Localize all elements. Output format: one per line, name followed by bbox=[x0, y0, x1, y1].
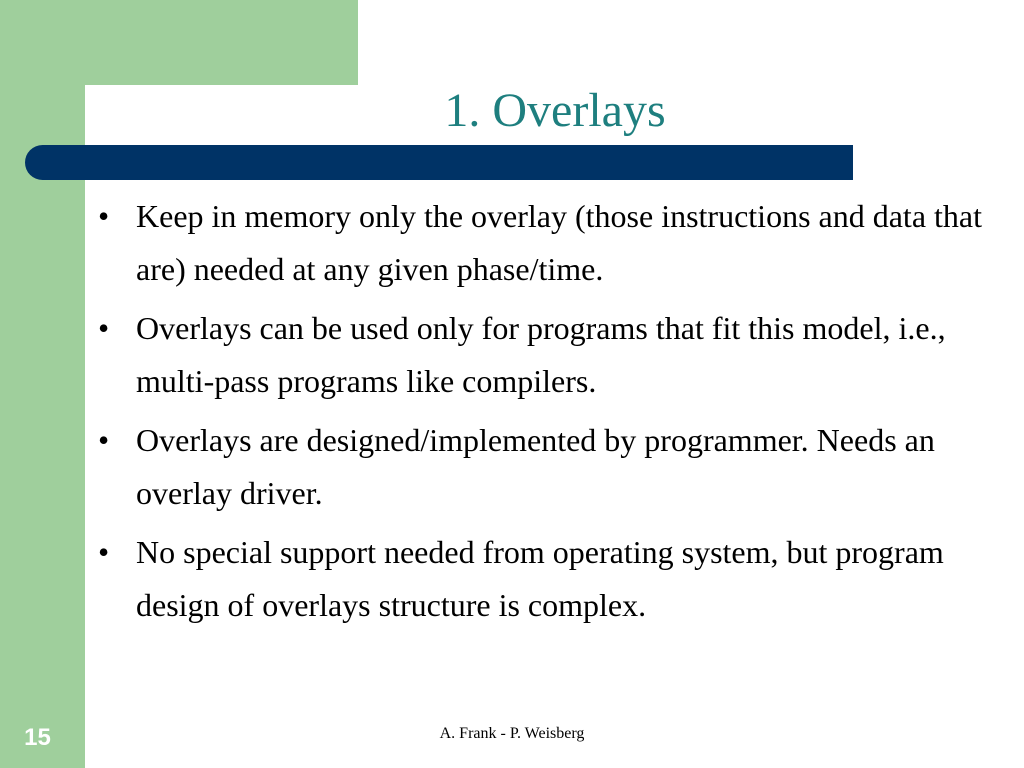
bullet-icon: • bbox=[98, 534, 110, 570]
bullet-text: Keep in memory only the overlay (those instructions and data that are) needed at any given phase/time. bbox=[136, 198, 982, 287]
bullet-text: Overlays can be used only for programs that fit this model, i.e., multi-pass programs like compilers. bbox=[136, 310, 946, 399]
bullet-item bbox=[98, 190, 1008, 296]
bullet-icon: • bbox=[98, 422, 110, 458]
title-underline-bar bbox=[25, 145, 853, 180]
bullet-item bbox=[98, 526, 1008, 632]
bullet-item bbox=[98, 302, 1008, 408]
bullet-icon: • bbox=[98, 198, 110, 234]
slide-title: 1. Overlays bbox=[444, 84, 666, 137]
bullet-text: No special support needed from operating system, but program design of overlays structure is complex. bbox=[136, 534, 944, 623]
footer-author: A. Frank - P. Weisberg bbox=[439, 725, 585, 742]
top-accent bbox=[0, 0, 358, 85]
sidebar-accent bbox=[0, 0, 85, 768]
bullet-item bbox=[98, 414, 1008, 520]
bullet-icon: • bbox=[98, 310, 110, 346]
bullet-text: Overlays are designed/implemented by programmer. Needs an overlay driver. bbox=[136, 422, 935, 511]
bullet-list bbox=[98, 190, 1008, 638]
slide-number: 15 bbox=[24, 724, 51, 751]
